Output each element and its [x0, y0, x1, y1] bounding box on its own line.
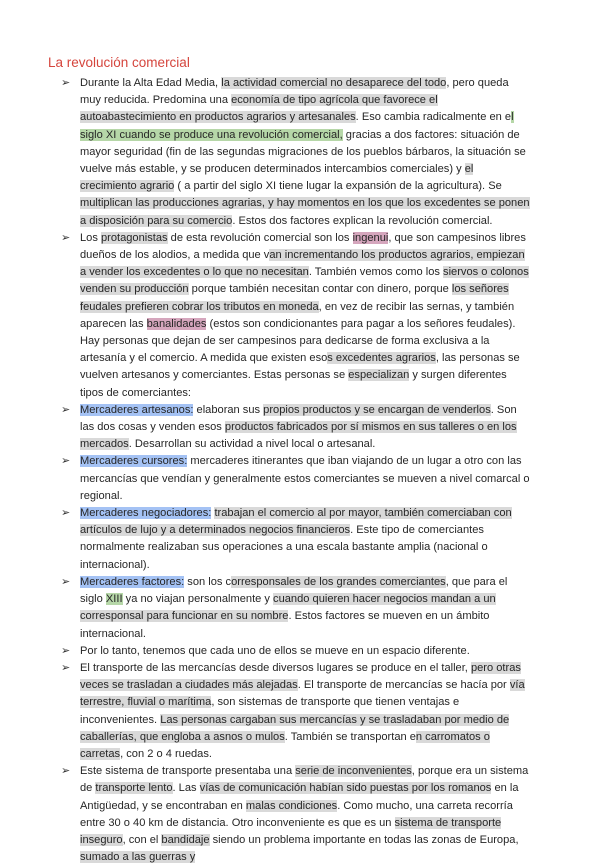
highlighted-text: multiplican las producciones agrarias, y hay momentos en los que los excedentes se ponen a disposición para su comercio: [80, 197, 530, 227]
highlighted-text: Las personas cargaban sus mercancías y se trasladaban por medio de caballerías, que engloba a asnos o mulos: [80, 713, 510, 743]
list-item: [60, 505, 532, 574]
body-text: gracias a dos factores: situación de mayor seguridad (fin de las segundas migraciones de los pueblos bárbaros, la situación se vuelve más estable, y se producen determinados intercambios comerciales) y: [80, 128, 526, 176]
list-item: [60, 230, 532, 402]
highlighted-text: Mercaderes artesanos:: [80, 403, 194, 416]
body-text: de esta revolución comercial son los: [167, 231, 353, 244]
body-text: (estos son condicionantes para pagar a los señores feudales). Hay personas que dejan de ser campesinos para dedicarse de forma exclusiva a la artesanía y el comercio. A medida que existen eso: [80, 317, 516, 365]
highlighted-text: banalidades: [146, 317, 207, 330]
highlighted-text: productos fabricados por sí mismos en sus talleres o en los mercados: [80, 421, 517, 451]
body-text: . Eso cambia radicalmente en e: [355, 111, 512, 124]
bullet-arrow-icon: ➢: [61, 77, 71, 89]
body-text: . También se transportan e: [284, 730, 416, 743]
body-text: . Desarrollan su actividad a nivel local o artesanal.: [128, 438, 376, 451]
highlighted-text: especializan: [348, 369, 410, 382]
highlighted-text: protagonistas: [100, 231, 168, 244]
highlighted-text: los señores feudales prefieren cobrar los tributos en moneda: [80, 283, 509, 313]
highlighted-text: el crecimiento agrario: [80, 163, 474, 193]
body-text: . Como mucho, una carreta recorría entre 30 o 40 km de distancia. Otro inconveniente es que es un: [80, 799, 513, 829]
list-item: [60, 643, 532, 660]
highlighted-text: serie de inconvenientes: [295, 765, 412, 778]
highlighted-text: economía de tipo agrícola que favorece el autoabastecimiento en productos agrarios y artesanales: [80, 94, 438, 124]
highlighted-text: orresponsales de los grandes comerciantes: [231, 575, 446, 588]
highlighted-text: transporte lento: [95, 782, 173, 795]
bullet-arrow-icon: ➢: [61, 455, 71, 468]
body-text: Durante la Alta Edad Media,: [80, 77, 222, 89]
body-text: elaboran sus: [193, 403, 264, 416]
highlighted-text: siervos o colonos venden su producción: [80, 266, 529, 296]
body-text: . También vemos como los: [308, 266, 444, 279]
body-text: , pero queda muy reducida. Predomina una: [80, 77, 509, 107]
body-text: Por lo tanto, tenemos que cada uno de ellos se mueve en un espacio diferente.: [80, 644, 470, 657]
list-item: [60, 763, 532, 866]
body-text: . Estos factores se mueven en un ámbito internacional.: [80, 610, 490, 640]
highlighted-text: Mercaderes cursores:: [80, 455, 188, 468]
body-text: , con 2 o 4 ruedas.: [120, 747, 212, 760]
list-item: [60, 453, 532, 505]
bullet-arrow-icon: ➢: [61, 644, 71, 657]
highlighted-text: n carromatos o carretas: [80, 730, 490, 760]
body-text: Este sistema de transporte presentaba una: [80, 765, 296, 778]
highlighted-text: vías de comunicación habían sido puestas por los romanos: [199, 782, 492, 795]
highlighted-text: la actividad comercial no desaparece del todo: [221, 77, 447, 89]
bullet-arrow-icon: ➢: [61, 231, 71, 244]
highlighted-text: bandidaje: [161, 833, 210, 846]
body-text: . Estos dos factores explican la revolución comercial.: [232, 214, 493, 227]
highlighted-text: s excedentes agrarios: [327, 352, 436, 365]
highlighted-text: l siglo XI cuando se produce una revolución comercial,: [80, 111, 514, 141]
list-item: [60, 660, 532, 763]
body-text: , porque era un sistema de: [80, 765, 529, 795]
highlighted-text: cuando quieren hacer negocios mandan a un corresponsal para funcionar en su nombre: [80, 593, 496, 623]
body-text: mercaderes itinerantes que iban viajando de un lugar a otro con las mercancías: [80, 455, 522, 485]
list-item: [60, 574, 532, 643]
body-text: . Este tipo de comerciantes normalmente realizaban sus operaciones a una escala bastante amplia (nacional o internacional).: [80, 524, 488, 571]
bullet-arrow-icon: ➢: [61, 403, 71, 416]
list-item: [60, 402, 532, 454]
bullet-list: [60, 75, 532, 866]
body-text: , que son campesinos libres dueños de los alodios, a medida que v: [80, 231, 526, 262]
bullet-arrow-icon: ➢: [61, 661, 71, 674]
highlighted-text: an incrementando los productos agrarios, empiezan a vender los excedentes o lo que no necesitan: [80, 249, 525, 279]
highlighted-text: ingenui: [352, 231, 389, 244]
highlighted-text: XIII: [105, 593, 123, 606]
body-text: El transporte de las mercancías desde diversos lugares se produce en el taller,: [80, 661, 471, 674]
body-text: . Las: [172, 782, 200, 795]
body-text: , las personas se vuelven artesanos y comerciantes. Estas personas se: [80, 352, 520, 382]
body-text: que vendían y generalmente estos comerciantes se mueven a nivel comarcal o regional.: [80, 472, 530, 502]
body-text: en la Antigüedad, y se encontraban en: [80, 782, 519, 812]
body-text: Los: [80, 231, 101, 244]
body-text: , que para el siglo: [80, 575, 508, 606]
body-text: y surgen diferentes tipos de comerciantes:: [80, 369, 507, 399]
body-text: . El transporte de mercancías se hacía por: [297, 679, 510, 692]
list-item: [60, 75, 532, 230]
highlighted-text: sumado a las guerras y: [80, 851, 196, 864]
body-text: , en vez de recibir las sernas, y también aparecen las: [80, 300, 515, 330]
highlighted-text: sistema de transporte inseguro: [80, 816, 502, 846]
highlighted-text: trabajan el comercio al por mayor, también comerciaban con artículos de lujo y a determinados negocios financieros: [80, 507, 512, 537]
body-text: , con el: [122, 833, 162, 846]
body-text: , son sistemas de transporte que tienen ventajas e inconvenientes.: [80, 696, 460, 726]
bullet-arrow-icon: ➢: [61, 507, 71, 520]
body-text: ( a partir del siglo XI tiene lugar la expansión de la agricultura). Se: [174, 180, 502, 193]
body-text: son los c: [184, 575, 232, 588]
body-text: ya no viajan personalmente y: [122, 593, 274, 606]
bullet-arrow-icon: ➢: [61, 765, 71, 778]
section-title: La revolución comercial: [48, 55, 190, 70]
highlighted-text: propios productos y se encargan de venderlos: [263, 403, 491, 416]
body-text: . Son las dos cosas y venden esos: [80, 403, 517, 434]
highlighted-text: Mercaderes factores:: [80, 575, 185, 588]
body-text: porque también necesitan contar con dinero, porque: [188, 283, 452, 296]
bullet-arrow-icon: ➢: [61, 575, 71, 588]
highlighted-text: pero otras veces se trasladan a ciudades más alejadas: [80, 661, 521, 692]
highlighted-text: malas condiciones: [245, 799, 338, 812]
highlighted-text: vía terrestre, fluvial o marítima: [80, 679, 525, 709]
body-text: siendo un problema importante en todas las zonas de Europa,: [209, 833, 519, 846]
highlighted-text: Mercaderes negociadores:: [80, 507, 212, 520]
